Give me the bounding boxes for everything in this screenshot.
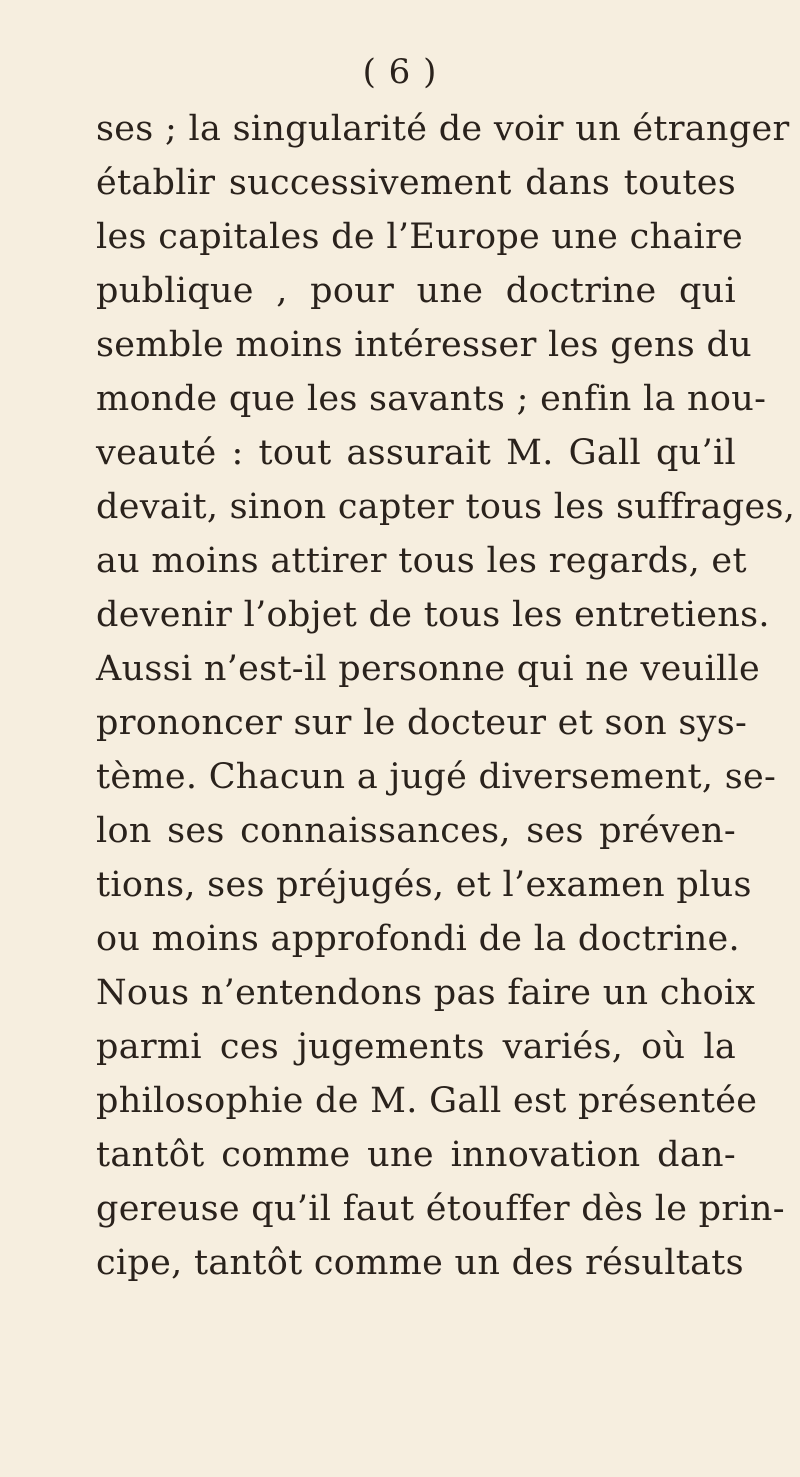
text-line: parmi ces jugements variés, où la [96,1027,736,1067]
text-line: prononcer sur le docteur et son sys- [96,703,748,743]
text-line: cipe, tantôt comme un des résultats [96,1243,744,1283]
text-line: semble moins intéresser les gens du [96,325,753,365]
text-line: devenir l’objet de tous les entretiens. [96,595,770,635]
page-number: ( 6 ) [362,52,438,92]
text-line: établir successivement dans toutes [96,163,736,203]
text-line: veauté : tout assurait M. Gall qu’il [96,433,736,473]
text-line: au moins attirer tous les regards, et [96,541,747,581]
text-line: ou moins approfondi de la doctrine. [96,919,740,959]
text-line: les capitales de l’Europe une chaire [96,217,744,257]
body-text [96,102,796,1290]
text-line: Aussi n’est-il personne qui ne veuille [96,649,760,689]
text-line: monde que les savants ; enfin la nou- [96,379,767,419]
text-line: Nous n’entendons pas faire un choix [96,973,756,1013]
text-line: tème. Chacun a jugé diversement, se- [96,757,777,797]
text-line: publique , pour une doctrine qui [96,271,736,311]
text-line: ses ; la singularité de voir un étranger [96,109,790,149]
text-line: tions, ses préjugés, et l’examen plus [96,865,752,905]
text-line: tantôt comme une innovation dan- [96,1135,736,1175]
text-line: lon ses connaissances, ses préven- [96,811,736,851]
text-line: philosophie de M. Gall est présentée [96,1081,758,1121]
text-line: devait, sinon capter tous les suffrages, [96,487,796,527]
text-line: gereuse qu’il faut étouffer dès le prin- [96,1189,785,1229]
